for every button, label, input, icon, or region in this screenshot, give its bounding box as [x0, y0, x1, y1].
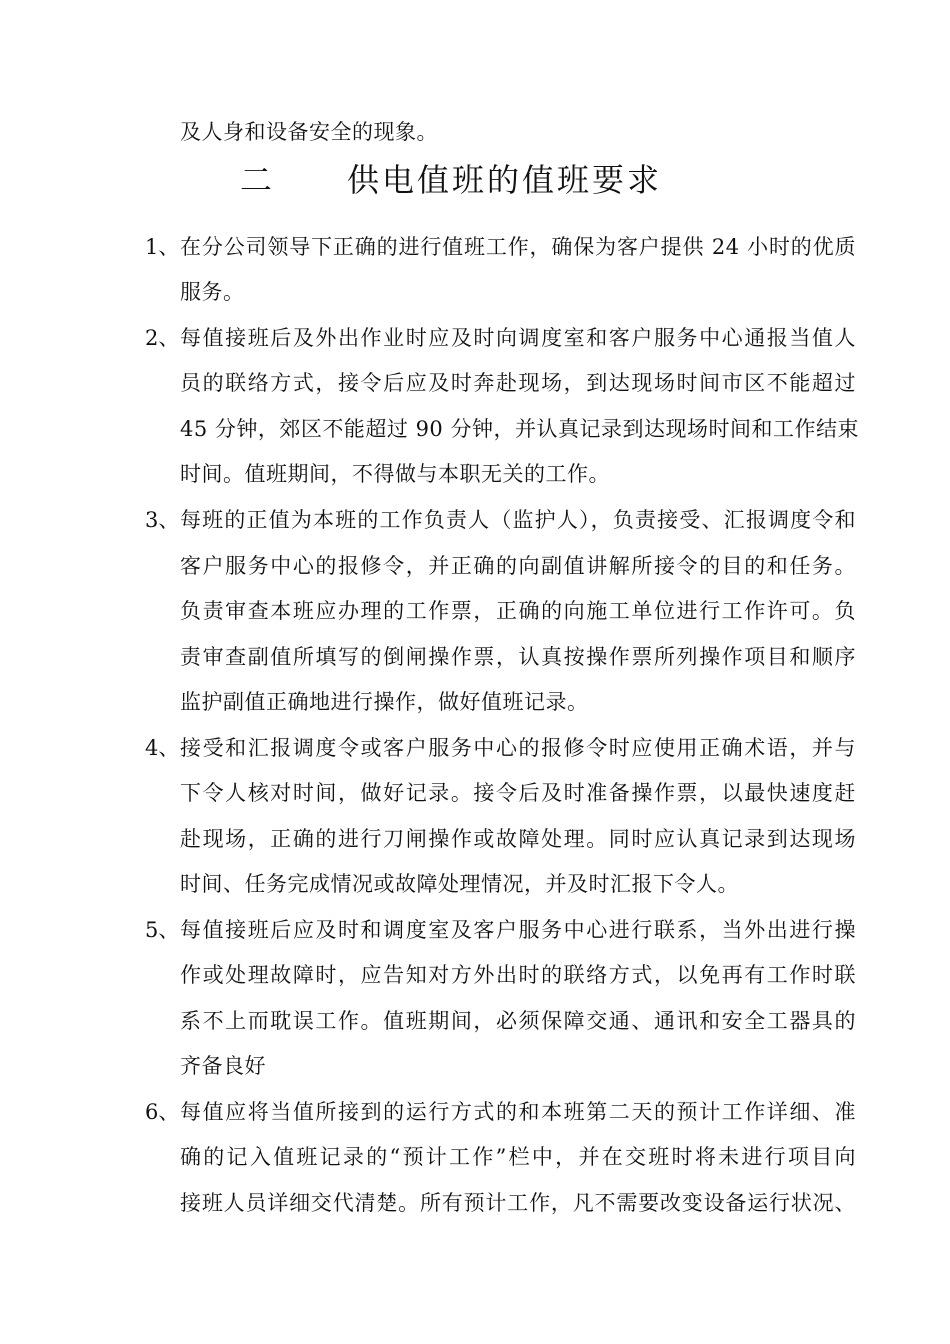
item-line: 员的联络方式，接令后应及时奔赴现场，到达现场时间市区不能超过: [180, 371, 856, 395]
item-number: 4、: [145, 736, 180, 760]
section-number: 二: [240, 161, 276, 199]
item-line: 赴现场，正确的进行刀闸操作或故障处理。同时应认真记录到达现场: [180, 827, 856, 851]
item-line: 每值接班后应及时和调度室及客户服务中心进行联系，当外出进行操: [180, 918, 856, 942]
item-line: 系不上而耽误工作。值班期间，必须保障交通、通讯和安全工器具的: [180, 1009, 856, 1033]
item-number: 1、: [145, 235, 180, 259]
item-number: 5、: [145, 918, 180, 942]
item-line: 在分公司领导下正确的进行值班工作，确保为客户提供 24 小时的优质: [180, 235, 856, 259]
item-line: 确的记入值班记录的“预计工作”栏中，并在交班时将未进行项目向: [180, 1145, 856, 1169]
item-line: 45 分钟，郊区不能超过 90 分钟，并认真记录到达现场时间和工作结束: [180, 417, 859, 441]
item-line: 接班人员详细交代清楚。所有预计工作，凡不需要改变设备运行状况、: [180, 1191, 856, 1215]
item-line: 时间。值班期间，不得做与本职无关的工作。: [180, 462, 610, 486]
item-line: 客户服务中心的报修令，并正确的向副值讲解所接令的目的和任务。: [180, 554, 856, 578]
item-number: 3、: [145, 508, 180, 532]
item-number: 2、: [145, 326, 180, 350]
section-title-text: 供电值班的值班要求: [347, 161, 663, 199]
item-number: 6、: [145, 1100, 180, 1124]
item-line: 作或处理故障时，应告知对方外出时的联络方式，以免再有工作时联: [180, 963, 856, 987]
item-line: 每值应将当值所接到的运行方式的和本班第二天的预计工作详细、准: [180, 1100, 856, 1124]
item-line: 接受和汇报调度令或客户服务中心的报修令时应使用正确术语，并与: [180, 736, 856, 760]
item-line: 下令人核对时间，做好记录。接令后及时准备操作票，以最快速度赶: [180, 781, 856, 805]
item-line: 监护副值正确地进行操作，做好值班记录。: [180, 690, 589, 714]
item-line: 负责审查本班应办理的工作票，正确的向施工单位进行工作许可。负: [180, 599, 856, 623]
item-line: 每班的正值为本班的工作负责人（监护人），负责接受、汇报调度令和: [180, 508, 856, 532]
item-line: 责审查副值所填写的倒闸操作票，认真按操作票所列操作项目和顺序: [180, 645, 856, 669]
item-line: 时间、任务完成情况或故障处理情况，并及时汇报下令人。: [180, 872, 739, 896]
section-title: [240, 160, 662, 200]
intro-tail-text: 及人身和设备安全的现象。: [180, 120, 438, 144]
item-line: 每值接班后及外出作业时应及时向调度室和客户服务中心通报当值人: [180, 326, 856, 350]
item-line: 齐备良好: [180, 1054, 266, 1078]
item-line: 服务。: [180, 280, 245, 304]
